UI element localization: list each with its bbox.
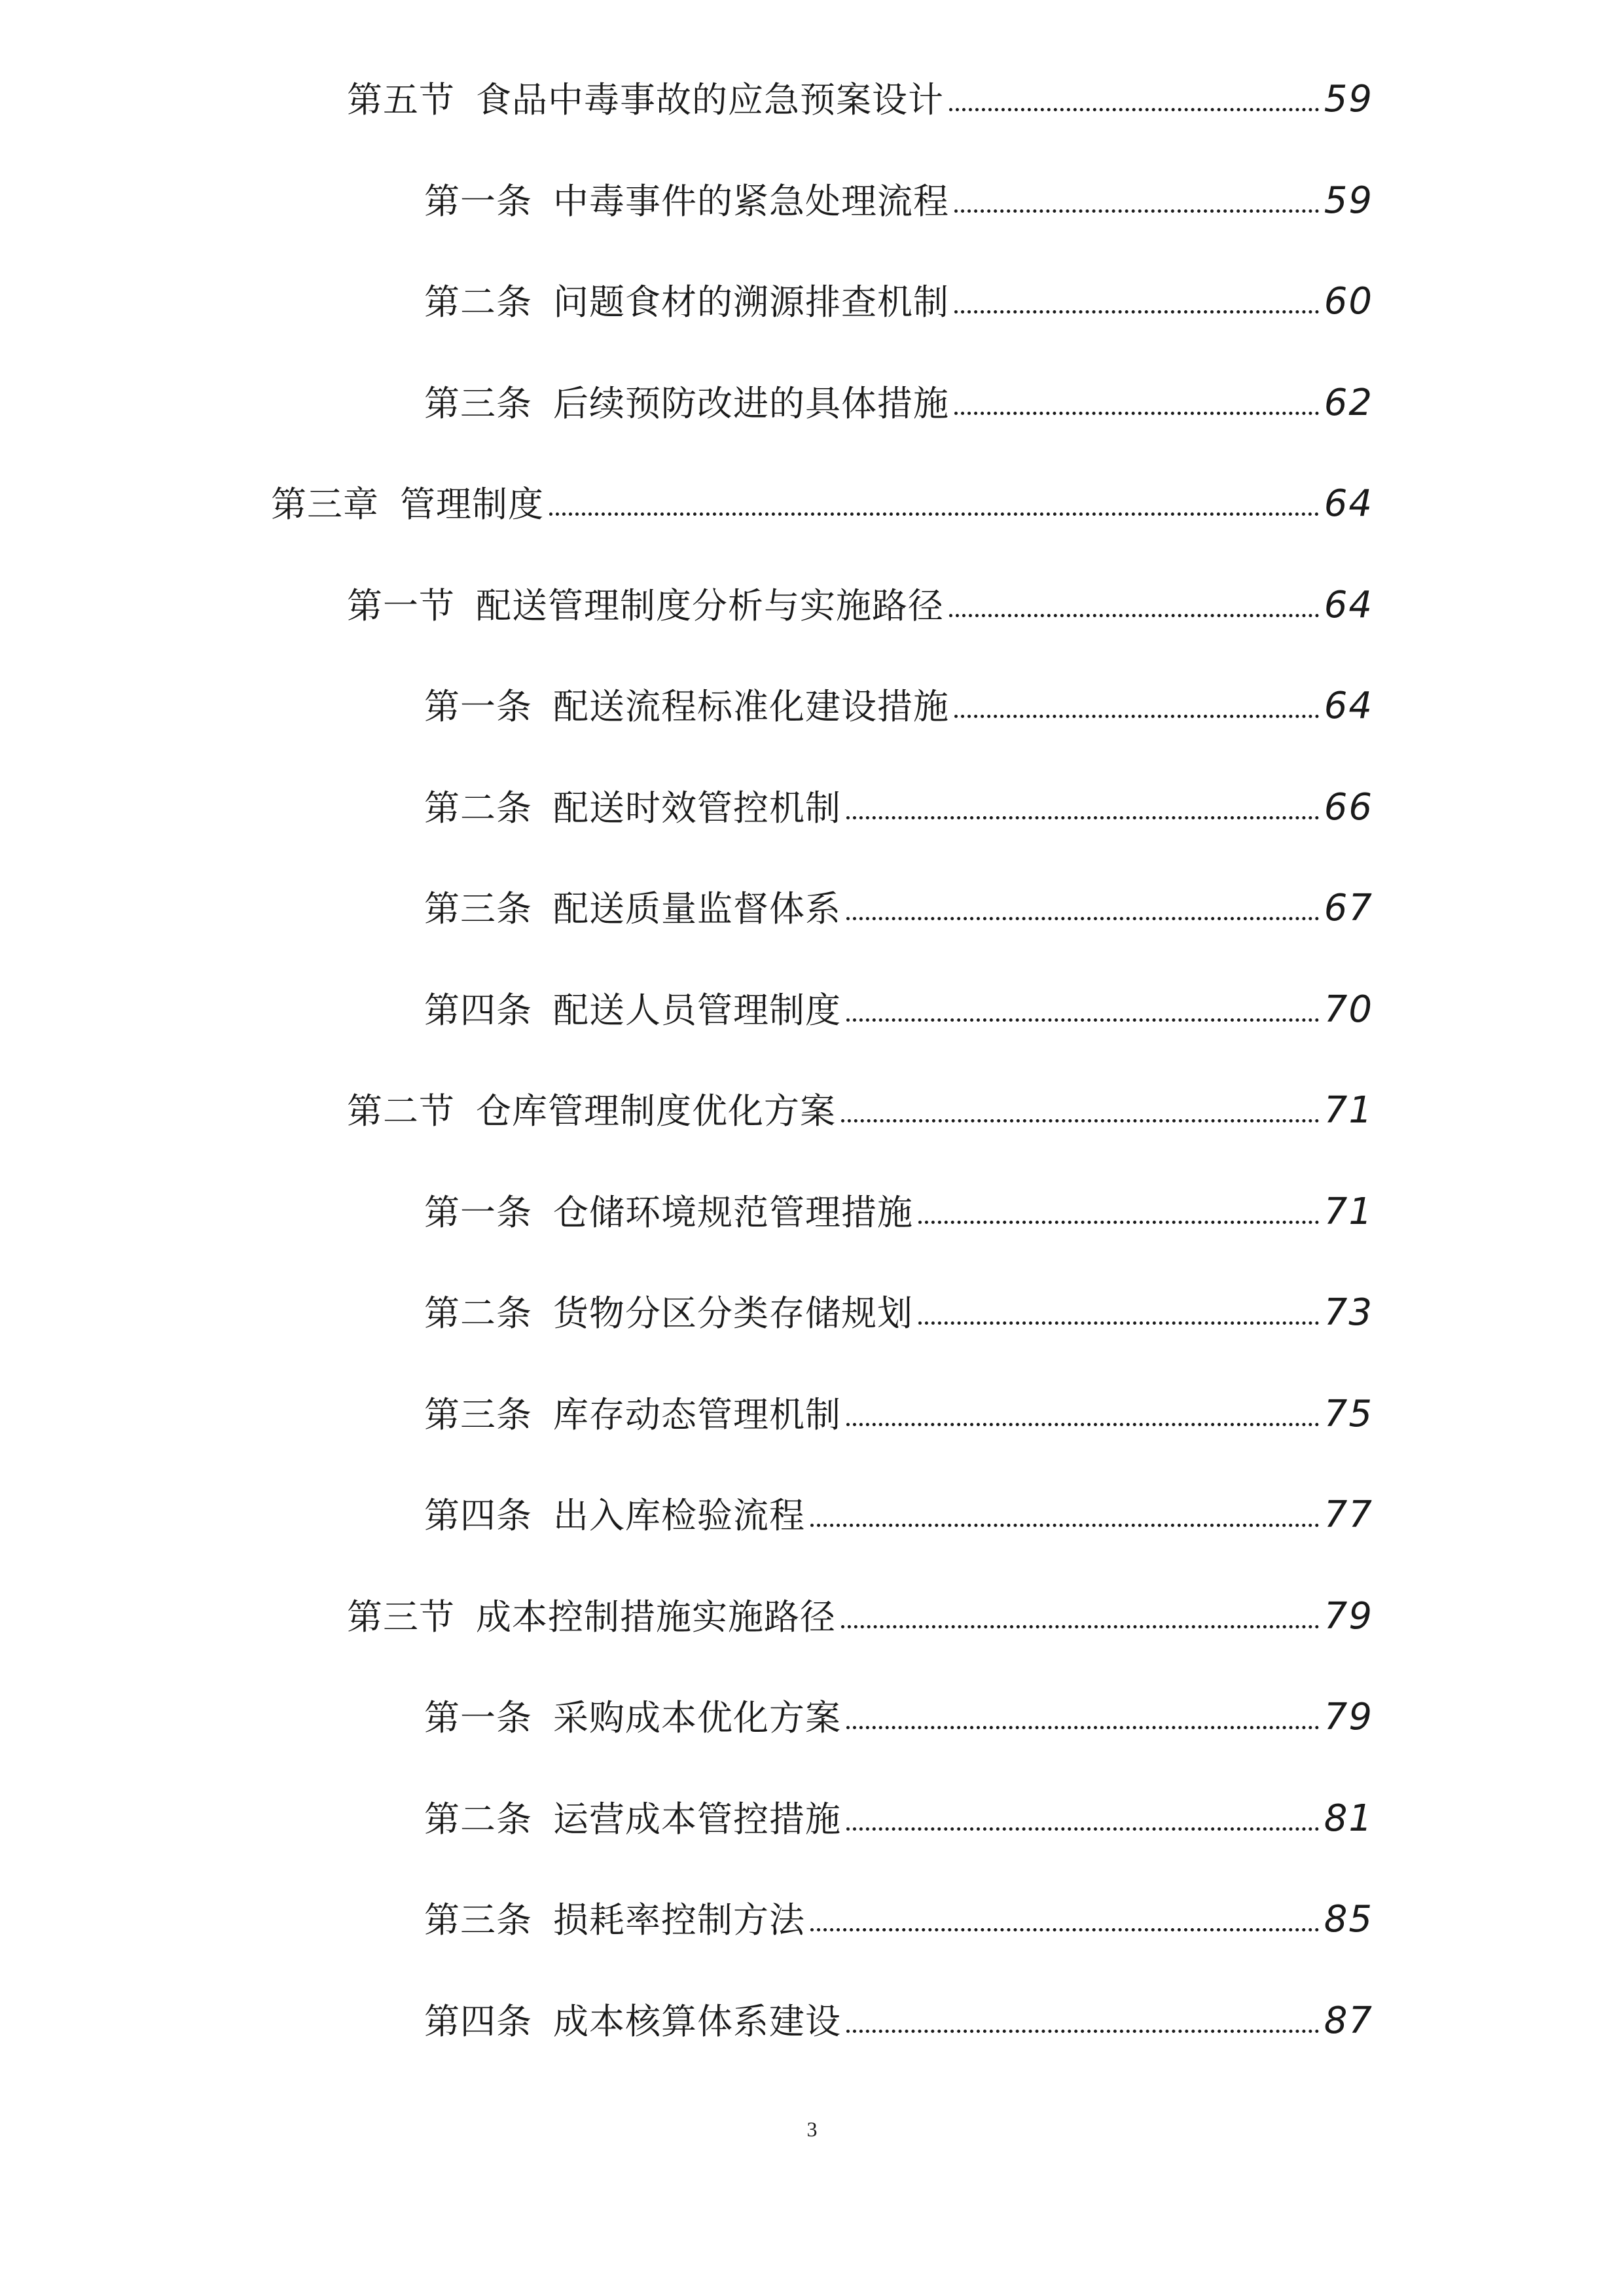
toc-entry[interactable] bbox=[0, 167, 1373, 222]
toc-entry-label bbox=[271, 484, 544, 525]
toc-leader-dots bbox=[949, 614, 1319, 617]
toc-entry-title: 后续预防改进的具体措施 bbox=[553, 382, 949, 424]
toc-entry[interactable] bbox=[0, 571, 1373, 624]
toc-entry[interactable] bbox=[0, 1077, 1373, 1132]
toc-entry[interactable] bbox=[0, 65, 1373, 118]
toc-entry[interactable] bbox=[0, 1178, 1373, 1233]
toc-entry-label bbox=[347, 1596, 836, 1638]
toc-leader-dots bbox=[810, 1928, 1319, 1931]
toc-leader-dots bbox=[810, 1524, 1319, 1527]
toc-entry-title: 出入库检验流程 bbox=[553, 1495, 805, 1536]
toc-entry-label bbox=[347, 584, 944, 626]
toc-entry-number: 第一节 bbox=[347, 584, 455, 626]
toc-entry-page: 60 bbox=[1324, 280, 1373, 323]
toc-entry-title: 仓库管理制度优化方案 bbox=[476, 1090, 836, 1132]
toc-entry-title: 中毒事件的紧急处理流程 bbox=[553, 180, 949, 222]
toc-entry-label bbox=[424, 281, 949, 323]
toc-entry-page: 81 bbox=[1324, 1797, 1373, 1840]
toc-leader-dots bbox=[846, 1827, 1319, 1831]
toc-entry-label bbox=[424, 1899, 805, 1941]
toc-entry-page: 62 bbox=[1324, 381, 1373, 424]
toc-entry-number: 第二条 bbox=[424, 1293, 532, 1334]
toc-entry-page: 79 bbox=[1324, 1594, 1373, 1638]
toc-entry-title: 损耗率控制方法 bbox=[553, 1899, 805, 1941]
toc-entry-page: 64 bbox=[1324, 583, 1373, 626]
toc-entry-title: 配送人员管理制度 bbox=[553, 989, 841, 1031]
toc-entry-number: 第三章 bbox=[271, 484, 379, 525]
toc-entry-number: 第三节 bbox=[347, 1596, 455, 1638]
toc-leader-dots bbox=[846, 1726, 1319, 1729]
toc-entry-number: 第三条 bbox=[424, 1393, 532, 1435]
toc-entry-page: 71 bbox=[1324, 1190, 1373, 1233]
toc-entry-label bbox=[424, 787, 841, 829]
toc-entry-page: 70 bbox=[1324, 988, 1373, 1031]
toc-entry-number: 第二条 bbox=[424, 787, 532, 829]
toc-leader-dots bbox=[954, 412, 1319, 415]
toc-entry-number: 第一条 bbox=[424, 1191, 532, 1233]
toc-entry-title: 仓储环境规范管理措施 bbox=[553, 1191, 913, 1233]
toc-entry-label bbox=[424, 1293, 913, 1334]
toc-entry-number: 第一条 bbox=[424, 1697, 532, 1738]
page-number: 3 bbox=[806, 2117, 818, 2141]
toc-entry[interactable] bbox=[0, 1886, 1373, 1941]
toc-leader-dots bbox=[949, 108, 1319, 111]
toc-entry-label bbox=[424, 1495, 805, 1536]
toc-leader-dots bbox=[549, 512, 1319, 516]
toc-leader-dots bbox=[954, 715, 1319, 718]
toc-entry[interactable] bbox=[0, 1279, 1373, 1334]
toc-entry-label bbox=[424, 1697, 841, 1738]
toc-entry-title: 配送流程标准化建设措施 bbox=[553, 686, 949, 727]
toc-entry[interactable] bbox=[0, 874, 1373, 927]
toc-entry-title: 库存动态管理机制 bbox=[553, 1393, 841, 1435]
toc-entry-number: 第三条 bbox=[424, 888, 532, 929]
toc-leader-dots bbox=[954, 310, 1319, 314]
toc-entry[interactable] bbox=[0, 1683, 1373, 1736]
toc-entry[interactable] bbox=[0, 470, 1373, 525]
toc-entry-page: 66 bbox=[1324, 785, 1373, 829]
toc-entry-title: 货物分区分类存储规划 bbox=[553, 1293, 913, 1334]
toc-leader-dots bbox=[846, 2030, 1319, 2033]
toc-leader-dots bbox=[846, 1423, 1319, 1426]
toc-entry[interactable] bbox=[0, 1987, 1373, 2042]
toc-entry-label bbox=[424, 2000, 841, 2042]
toc-entry-label bbox=[424, 1191, 913, 1233]
toc-entry-page: 73 bbox=[1324, 1291, 1373, 1334]
toc-entry-page: 75 bbox=[1324, 1392, 1373, 1435]
toc-entry-page: 67 bbox=[1324, 887, 1373, 929]
toc-entry-label bbox=[424, 686, 949, 727]
toc-leader-dots bbox=[918, 1321, 1319, 1325]
toc-entry-page: 79 bbox=[1324, 1696, 1373, 1738]
toc-entry-title: 食品中毒事故的应急预案设计 bbox=[476, 79, 944, 120]
toc-entry[interactable] bbox=[0, 1785, 1373, 1840]
toc-entry-number: 第二节 bbox=[347, 1090, 455, 1132]
toc-entry-title: 配送管理制度分析与实施路径 bbox=[476, 584, 944, 626]
toc-entry-title: 配送质量监督体系 bbox=[553, 888, 841, 929]
toc-entry-title: 问题食材的溯源排查机制 bbox=[553, 281, 949, 323]
toc-leader-dots bbox=[841, 1119, 1319, 1122]
toc-entry-number: 第一条 bbox=[424, 180, 532, 222]
toc-entry-title: 成本控制措施实施路径 bbox=[476, 1596, 836, 1638]
toc-entry-label bbox=[347, 79, 944, 120]
toc-leader-dots bbox=[846, 917, 1319, 920]
toc-entry-label bbox=[424, 1798, 841, 1840]
toc-entry-label bbox=[424, 989, 841, 1031]
toc-entry-title: 采购成本优化方案 bbox=[553, 1697, 841, 1738]
toc-entry-number: 第四条 bbox=[424, 989, 532, 1031]
toc-leader-dots bbox=[841, 1625, 1319, 1628]
toc-entry-title: 管理制度 bbox=[400, 484, 544, 525]
toc-entry[interactable] bbox=[0, 369, 1373, 422]
toc-entry-page: 87 bbox=[1324, 1999, 1373, 2042]
toc-entry-page: 77 bbox=[1324, 1494, 1373, 1536]
toc-entry-label bbox=[424, 1393, 841, 1435]
toc-leader-dots bbox=[846, 816, 1319, 819]
toc-entry[interactable] bbox=[0, 774, 1373, 829]
toc-entry-page: 71 bbox=[1324, 1089, 1373, 1132]
toc-entry[interactable] bbox=[0, 1481, 1373, 1534]
toc-entry-number: 第四条 bbox=[424, 1495, 532, 1536]
toc-entry-number: 第二条 bbox=[424, 281, 532, 323]
toc-entry[interactable] bbox=[0, 1380, 1373, 1433]
toc-leader-dots bbox=[954, 209, 1319, 213]
toc-entry-number: 第三条 bbox=[424, 1899, 532, 1941]
toc-entry-number: 第二条 bbox=[424, 1798, 532, 1840]
toc-entry[interactable] bbox=[0, 268, 1373, 323]
toc-entry-label bbox=[347, 1090, 836, 1132]
toc-entry[interactable] bbox=[0, 672, 1373, 725]
toc-entry-number: 第一条 bbox=[424, 686, 532, 727]
toc-entry-title: 成本核算体系建设 bbox=[553, 2000, 841, 2042]
toc-entry-page: 64 bbox=[1324, 482, 1373, 525]
toc-entry-label bbox=[424, 888, 841, 929]
toc-entry[interactable] bbox=[0, 1583, 1373, 1638]
toc-entry-number: 第三条 bbox=[424, 382, 532, 424]
toc-entry-number: 第五节 bbox=[347, 79, 455, 120]
toc-entry-page: 64 bbox=[1324, 685, 1373, 727]
toc-entry-page: 85 bbox=[1324, 1898, 1373, 1941]
toc-entry-label bbox=[424, 382, 949, 424]
toc-entry-label bbox=[424, 180, 949, 222]
toc-leader-dots bbox=[846, 1018, 1319, 1022]
toc-entry[interactable] bbox=[0, 976, 1373, 1031]
toc-entry-page: 59 bbox=[1324, 179, 1373, 222]
toc-leader-dots bbox=[918, 1221, 1319, 1224]
toc-entry-title: 运营成本管控措施 bbox=[553, 1798, 841, 1840]
toc-entry-title: 配送时效管控机制 bbox=[553, 787, 841, 829]
toc-entry-number: 第四条 bbox=[424, 2000, 532, 2042]
toc-entry-page: 59 bbox=[1324, 78, 1373, 120]
